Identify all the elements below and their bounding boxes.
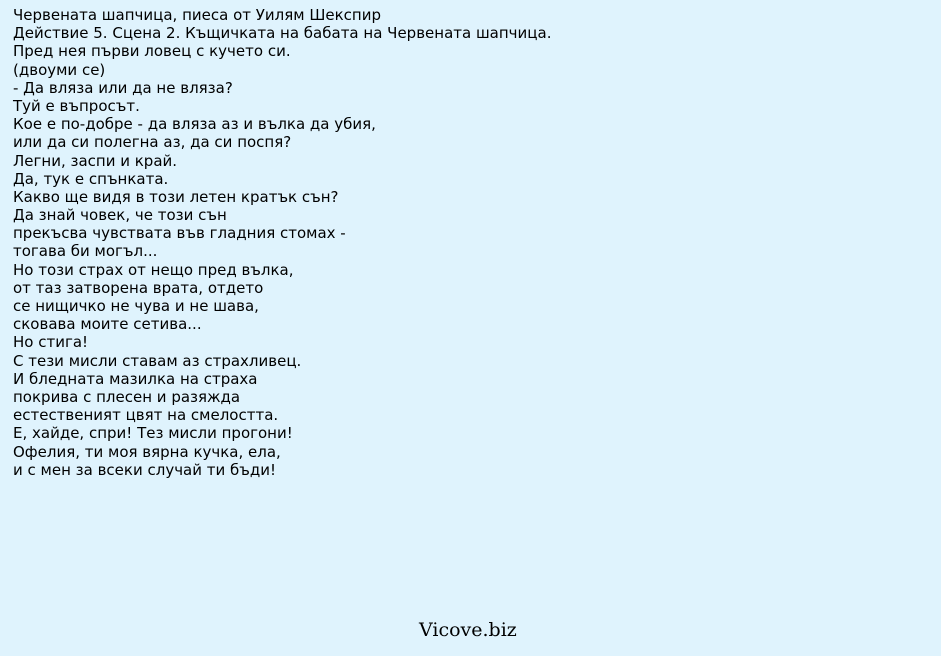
text-line: Е, хайде, спри! Тез мисли прогони! [13, 424, 293, 443]
text-line: и с мен за всеки случай ти бъди! [13, 460, 276, 479]
text-line: Кое е по-добре - да вляза аз и вълка да убия, [13, 115, 376, 134]
text-line: Но този страх от нещо пред вълка, [13, 260, 294, 279]
text-line: се нищичко не чува и не шава, [13, 297, 259, 315]
text-line: Офелия, ти моя вярна кучка, ела, [13, 442, 281, 461]
text-line: Да, тук е спънката. [13, 169, 169, 188]
scene-line: Действие 5. Сцена 2. Къщичката на бабата на Червената шапчица. [13, 24, 552, 43]
text-line: Но стига! [13, 333, 89, 352]
text-line: или да си полегна аз, да си поспя? [13, 133, 292, 152]
text-line: И бледната мазилка на страха [13, 369, 258, 388]
text-line: естественият цвят на смелостта. [13, 406, 279, 425]
text-line: от таз затворена врата, отдето [13, 278, 264, 297]
title-line: Червената шапчица, пиеса от Уилям Шекспир [13, 6, 381, 24]
text-line: Какво ще видя в този летен кратък сън? [13, 187, 339, 206]
text-line: тогава би могъл... [13, 242, 158, 261]
text-line: Да знай човек, че този сън [13, 206, 227, 225]
text-line: Туй е въпросът. [13, 96, 140, 115]
text-line: С тези мисли ставам аз страхливец. [13, 351, 302, 370]
site-watermark: Vicove.biz [419, 619, 517, 641]
text-line: Легни, заспи и край. [13, 151, 178, 170]
joke-text [13, 6, 928, 479]
text-line: прекъсва чувствата във гладния стомах - [13, 224, 346, 243]
text-line: покрива с плесен и разяжда [13, 387, 241, 406]
text-line: Пред нея първи ловец с кучето си. [13, 42, 291, 61]
text-line: (двоуми се) [13, 60, 106, 79]
text-line: сковава моите сетива... [13, 315, 202, 334]
text-line: - Да вляза или да не вляза? [13, 78, 233, 97]
